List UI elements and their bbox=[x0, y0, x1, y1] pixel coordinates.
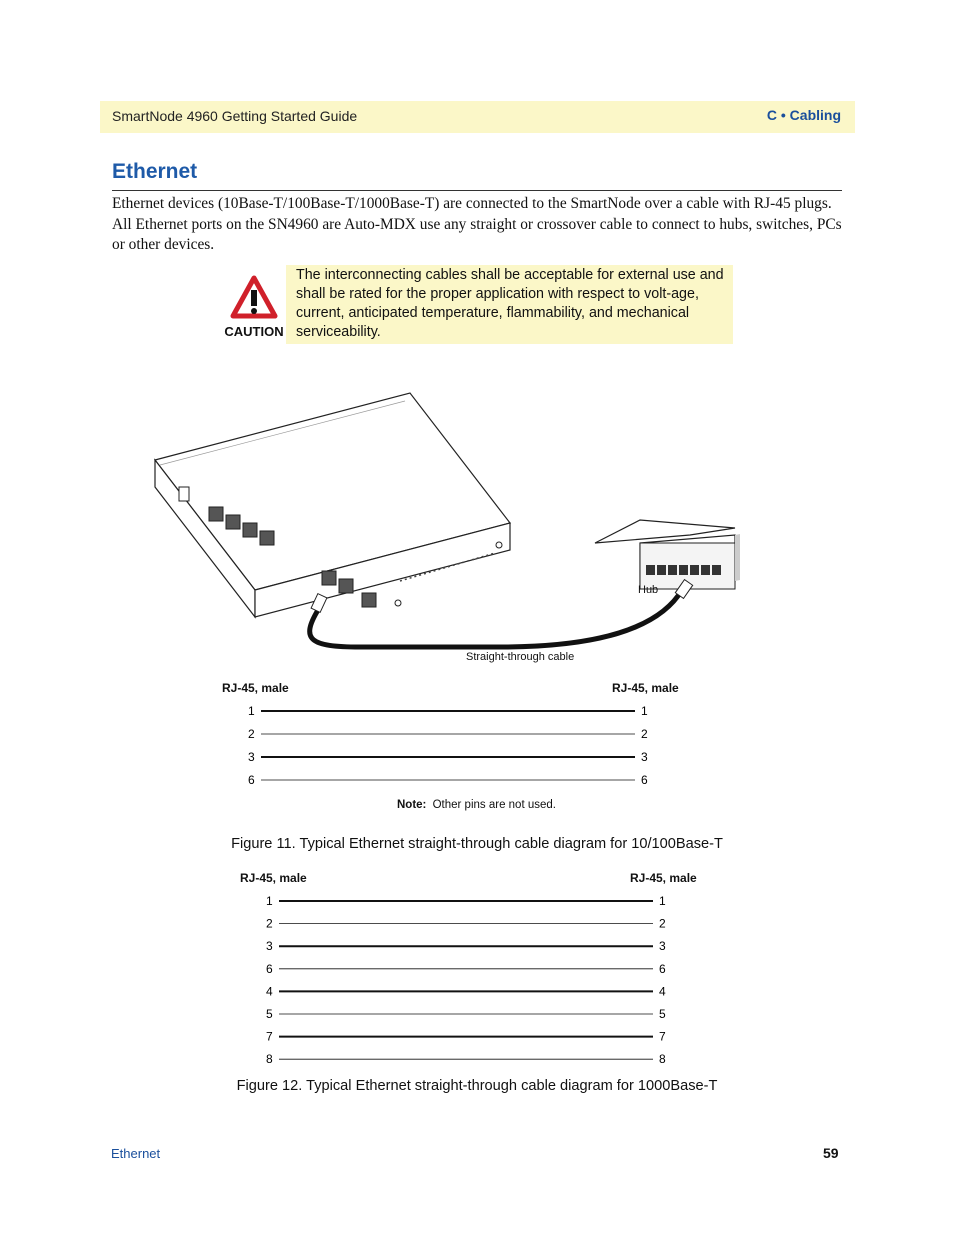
figure12-left-pin: 8 bbox=[266, 1052, 273, 1067]
figure12-right-pin: 3 bbox=[659, 939, 666, 954]
figure12-left-pin: 4 bbox=[266, 984, 273, 999]
figure12-left-pin: 5 bbox=[266, 1007, 273, 1021]
figure12-right-pin: 1 bbox=[659, 894, 666, 908]
figure12-left-pin: 2 bbox=[266, 916, 273, 931]
figure11-note-label: Note: bbox=[397, 799, 427, 811]
page-number: 59 bbox=[823, 1145, 839, 1161]
figure11-left-pin: 3 bbox=[248, 750, 255, 764]
figure12-right-header: RJ-45, male bbox=[630, 871, 697, 885]
figure11-right-header: RJ-45, male bbox=[612, 681, 679, 695]
guide-title: SmartNode 4960 Getting Started Guide bbox=[112, 108, 358, 124]
figure12-right-pin: 6 bbox=[659, 961, 666, 976]
title-divider bbox=[112, 190, 842, 191]
figure11-left-pin: 1 bbox=[248, 704, 255, 718]
figure12-right-pin: 4 bbox=[659, 984, 666, 999]
figure12-right-pin: 5 bbox=[659, 1007, 666, 1021]
figure12-left-pin: 6 bbox=[266, 961, 273, 976]
figure11-right-pin: 6 bbox=[641, 773, 648, 787]
figure11-left-pin: 6 bbox=[248, 773, 255, 787]
figure12-right-pin: 2 bbox=[659, 916, 666, 931]
smartnode-device bbox=[155, 393, 510, 617]
hub-label: Hub bbox=[638, 584, 659, 596]
footer-section: Ethernet bbox=[111, 1146, 161, 1161]
intro-paragraph: Ethernet devices (10Base-T/100Base-T/1000Base-T) are connected to the SmartNode over a cable with RJ-45 plugs. All Ethernet ports on the SN4960 are Auto-MDX use any straight or crossover cable to connect to hubs, switches, PCs or other devices. bbox=[112, 195, 842, 254]
figure11-right-pin: 2 bbox=[641, 727, 648, 741]
section-title: Ethernet bbox=[112, 160, 198, 183]
caution-note: The interconnecting cables shall be acceptable for external use and shall be rated for the proper application with respect to volt-age, current, anticipated temperature, flammability, and mechanical serviceability. bbox=[286, 265, 733, 344]
section-label: C • Cabling bbox=[766, 107, 841, 123]
straight-through-cable bbox=[310, 580, 693, 647]
ethernet-hub bbox=[595, 520, 740, 596]
figure12-left-pin: 7 bbox=[266, 1029, 273, 1044]
cable-label: Straight-through cable bbox=[466, 651, 575, 663]
figure12-left-pin: 3 bbox=[266, 939, 273, 954]
caution-label: CAUTION bbox=[224, 324, 284, 339]
figure12-left-header: RJ-45, male bbox=[240, 871, 307, 885]
figure12-right-pin: 8 bbox=[659, 1052, 666, 1067]
figure11-right-pin: 1 bbox=[641, 704, 648, 718]
figure11-left-pin: 2 bbox=[248, 727, 255, 741]
figure11-note bbox=[397, 799, 556, 811]
figure11-left-header: RJ-45, male bbox=[222, 681, 289, 695]
figure12-caption: Figure 12. Typical Ethernet straight-through cable diagram for 1000Base-T bbox=[236, 1078, 718, 1094]
figure12-right-pin: 7 bbox=[659, 1029, 666, 1044]
figure11-note-text: Other pins are not used. bbox=[432, 799, 556, 811]
figure11-right-pin: 3 bbox=[641, 750, 648, 764]
caution-icon bbox=[224, 276, 284, 342]
figure11-pin-diagram bbox=[215, 675, 695, 820]
connection-illustration bbox=[150, 385, 740, 675]
figure11-caption: Figure 11. Typical Ethernet straight-through cable diagram for 10/100Base-T bbox=[231, 836, 723, 852]
running-header bbox=[100, 101, 855, 133]
figure12-pin-diagram bbox=[233, 865, 713, 1070]
figure12-left-pin: 1 bbox=[266, 894, 273, 908]
